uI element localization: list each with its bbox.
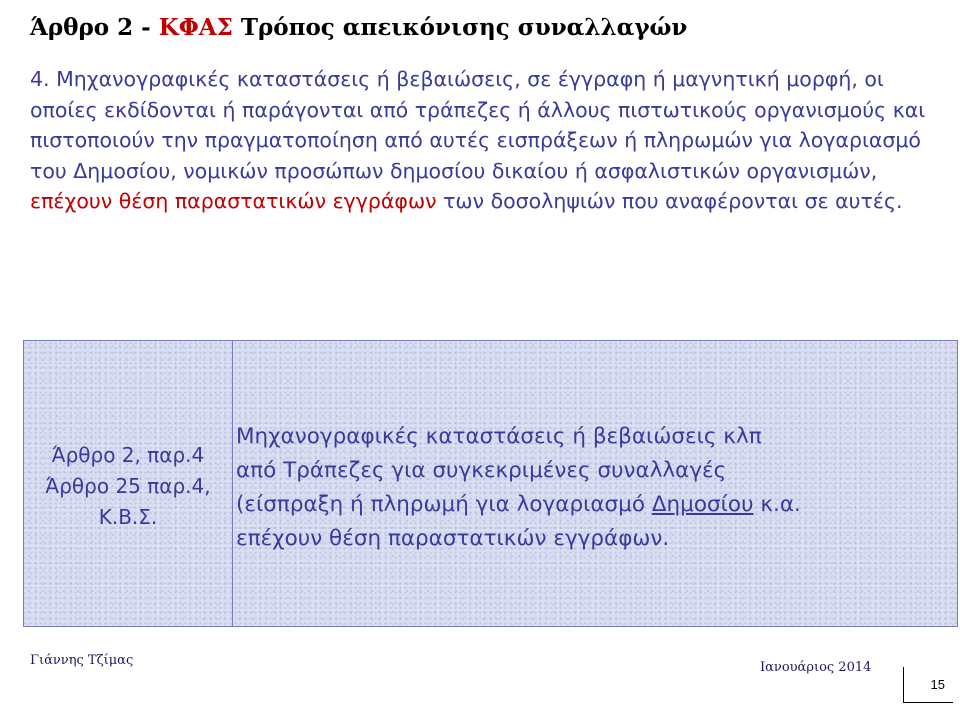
- table-left-cell: [23, 440, 233, 533]
- paragraph-main: 4. Μηχανογραφικές καταστάσεις ή βεβαιώσεις, σε έγγραφη ή μαγνητική μορφή, οι οποίες εκδίδονται ή παράγονται από τράπεζες ή άλλους πιστωτικούς οργανισμούς και πιστοποιούν την πραγματοποίηση από αυτές εισπράξεων ή πληρωμών για λογαριασμό του Δημοσίου, νομικών προσώπων δημοσίου δικαίου ή ασφαλιστικών οργανισμών,: [30, 67, 926, 183]
- summary-line-2: από Τράπεζες για συγκεκριμένες συναλλαγές: [236, 458, 727, 483]
- summary-line-3-pre: (είσπραξη ή πληρωμή για λογαριασμό: [236, 492, 652, 517]
- paragraph-highlight: επέχουν θέση παραστατικών εγγράφων: [30, 189, 437, 213]
- title-suffix: Τρόπος απεικόνισης συναλλαγών: [232, 14, 688, 41]
- title-highlight: ΚΦΑΣ: [158, 14, 233, 41]
- article-paragraph: [30, 64, 945, 217]
- footer-date: Ιανουάριος 2014: [760, 660, 872, 675]
- paragraph-end: των δοσοληψιών που αναφέρονται σε αυτές.: [436, 189, 903, 213]
- summary-line-3-post: κ.α.: [753, 492, 801, 517]
- reference-line-1: Άρθρο 2, παρ.4: [51, 443, 205, 467]
- summary-line-1: Μηχανογραφικές καταστάσεις ή βεβαιώσεις κλπ: [236, 424, 762, 449]
- reference-line-2: Άρθρο 25 παρ.4,: [45, 474, 211, 498]
- title-prefix: Άρθρο 2 -: [30, 14, 159, 41]
- footer-author: Γιάννης Τζίμας: [30, 653, 134, 668]
- summary-line-4: επέχουν θέση παραστατικών εγγράφων.: [236, 526, 670, 551]
- table-right-cell: [236, 420, 954, 556]
- slide-title: [30, 14, 687, 41]
- summary-line-3-underlined: Δημοσίου: [651, 492, 754, 517]
- reference-line-3: Κ.Β.Σ.: [98, 505, 158, 529]
- page-number: 15: [903, 667, 953, 703]
- summary-line-3: [236, 488, 954, 522]
